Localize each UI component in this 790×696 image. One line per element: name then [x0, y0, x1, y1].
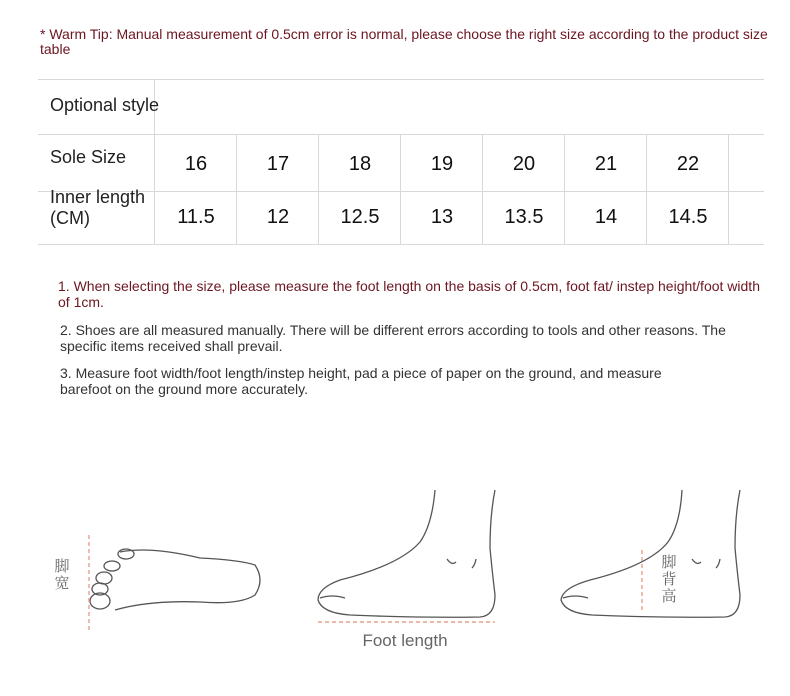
foot-width-label: 脚宽	[54, 558, 70, 592]
table-row-divider	[38, 134, 764, 135]
sole-size-cell: 21	[594, 153, 618, 175]
note-1: 1. When selecting the size, please measure the foot length on the basis of 0.5cm, foot fat/ instep height/foot width of 1cm.	[58, 278, 760, 310]
sole-size-cell: 16	[184, 153, 208, 175]
note-2: 2. Shoes are all measured manually. There will be different errors according to tools and other reasons. The specific items received shall prevail.	[60, 322, 726, 354]
row-label-optional-style: Optional style	[50, 95, 160, 115]
inner-length-cell: 12	[266, 206, 290, 228]
foot-length-label: Foot length	[362, 631, 448, 650]
inner-length-cell: 13.5	[504, 206, 544, 228]
sole-size-cell: 18	[348, 153, 372, 175]
sole-size-cell: 19	[430, 153, 454, 175]
instep-height-label: 脚背高	[661, 554, 677, 605]
sole-size-cell: 17	[266, 153, 290, 175]
inner-length-cell: 14	[594, 206, 618, 228]
inner-length-cell: 14.5	[668, 206, 708, 228]
note-3: 3. Measure foot width/foot length/instep height, pad a piece of paper on the ground, and measure barefoot on the ground more accurately.	[60, 365, 662, 397]
row-label-inner-length: Inner length (CM)	[50, 187, 146, 228]
inner-length-cell: 13	[430, 206, 454, 228]
sole-size-cell: 20	[512, 153, 536, 175]
foot-instep-view-illustration	[561, 490, 740, 617]
row-label-sole-size: Sole Size	[50, 147, 127, 167]
table-border-top	[38, 79, 764, 80]
inner-length-cell: 12.5	[340, 206, 380, 228]
inner-length-cell: 11.5	[177, 206, 215, 228]
foot-top-view-illustration	[90, 549, 260, 610]
table-border-bottom	[38, 244, 764, 245]
warm-tip: * Warm Tip: Manual measurement of 0.5cm error is normal, please choose the right size according to the product size table	[40, 26, 768, 57]
sole-size-cell: 22	[676, 153, 700, 175]
foot-side-view-illustration	[318, 490, 495, 617]
